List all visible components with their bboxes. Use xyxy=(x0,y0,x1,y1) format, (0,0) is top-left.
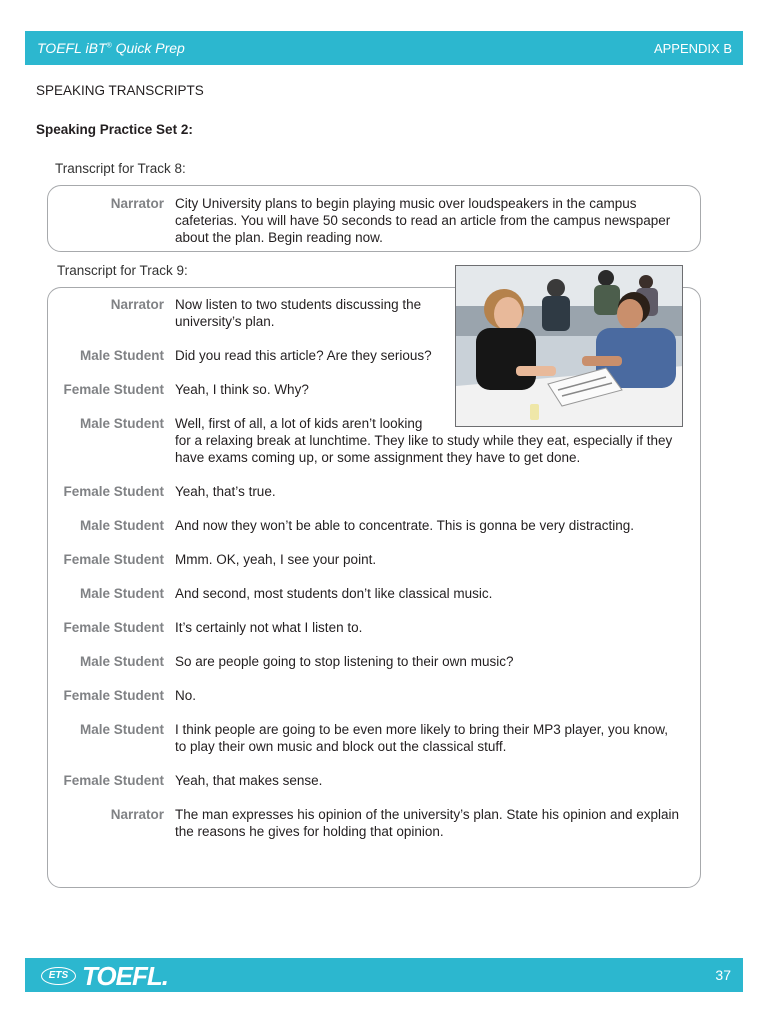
transcript-line: Yeah, I think so. Why? xyxy=(175,382,309,397)
speaker-label: Male Student xyxy=(79,518,164,533)
transcript-line: So are people going to stop listening to their own music? xyxy=(175,654,514,669)
track8-label: Transcript for Track 8: xyxy=(55,161,186,176)
page-footer xyxy=(25,958,743,992)
track8-box xyxy=(47,185,701,252)
speaker-label: Male Student xyxy=(79,722,164,737)
transcript-line: about the plan. Begin reading now. xyxy=(175,230,383,245)
page-number: 37 xyxy=(715,967,731,983)
transcript-line: And second, most students don’t like classical music. xyxy=(175,586,493,601)
speaker-label: Male Student xyxy=(79,348,164,363)
speaker-label: Female Student xyxy=(63,552,164,567)
students-photo xyxy=(455,265,683,427)
speaker-label: Narrator xyxy=(110,807,164,822)
speaker-label: Male Student xyxy=(79,416,164,431)
appendix-label: APPENDIX B xyxy=(653,41,732,56)
speaker-label: Female Student xyxy=(63,382,164,397)
transcript-line: Yeah, that makes sense. xyxy=(175,773,323,788)
transcript-line: Yeah, that’s true. xyxy=(175,484,276,499)
transcript-line: the reasons he gives for holding that opinion. xyxy=(175,824,444,839)
transcript-line: And now they won’t be able to concentrate. This is gonna be very distracting. xyxy=(175,518,635,533)
transcript-line: Now listen to two students discussing the xyxy=(175,297,422,312)
speaker-label: Male Student xyxy=(79,586,164,601)
speaker-label: Female Student xyxy=(63,688,164,703)
transcript-line: cafeterias. You will have 50 seconds to read an article from the campus newspaper xyxy=(175,213,671,228)
header-title-main: TOEFL iBT xyxy=(37,40,107,56)
ets-logo-icon: ETS xyxy=(41,967,76,985)
transcript-line: Well, first of all, a lot of kids aren’t looking xyxy=(175,416,423,431)
transcript-line: for a relaxing break at lunchtime. They like to study while they eat, especially if they xyxy=(175,433,673,448)
header-title xyxy=(37,40,185,56)
page-header xyxy=(25,31,743,65)
speaker-label: Narrator xyxy=(110,196,164,211)
speaker-label: Female Student xyxy=(63,620,164,635)
transcript-line: have exams coming up, or some assignment they have to get done. xyxy=(175,450,581,465)
transcript-line: It’s certainly not what I listen to. xyxy=(175,620,363,635)
transcript-line: I think people are going to be even more likely to bring their MP3 player, you know, xyxy=(175,722,669,737)
speaker-label: Male Student xyxy=(79,654,164,669)
registered-mark: ® xyxy=(106,42,112,50)
students-photo-illustration xyxy=(456,266,683,427)
speaker-label: Female Student xyxy=(63,484,164,499)
toefl-wordmark: TOEFL. xyxy=(82,961,168,991)
header-title-suffix: Quick Prep xyxy=(115,40,185,56)
section-title: SPEAKING TRANSCRIPTS xyxy=(36,83,204,98)
transcript-line: No. xyxy=(175,688,197,703)
speaker-label: Narrator xyxy=(110,297,164,312)
track9-label: Transcript for Track 9: xyxy=(57,263,188,278)
transcript-line: The man expresses his opinion of the university’s plan. State his opinion and explain xyxy=(175,807,680,822)
transcript-line: Mmm. OK, yeah, I see your point. xyxy=(175,552,377,567)
transcript-line: Did you read this article? Are they serious? xyxy=(175,348,432,363)
set-title: Speaking Practice Set 2: xyxy=(36,122,193,137)
transcript-line: to play their own music and block out the classical stuff. xyxy=(175,739,507,754)
transcript-line: City University plans to begin playing music over loudspeakers in the campus xyxy=(175,196,637,211)
transcript-line: university’s plan. xyxy=(175,314,275,329)
speaker-label: Female Student xyxy=(63,773,164,788)
